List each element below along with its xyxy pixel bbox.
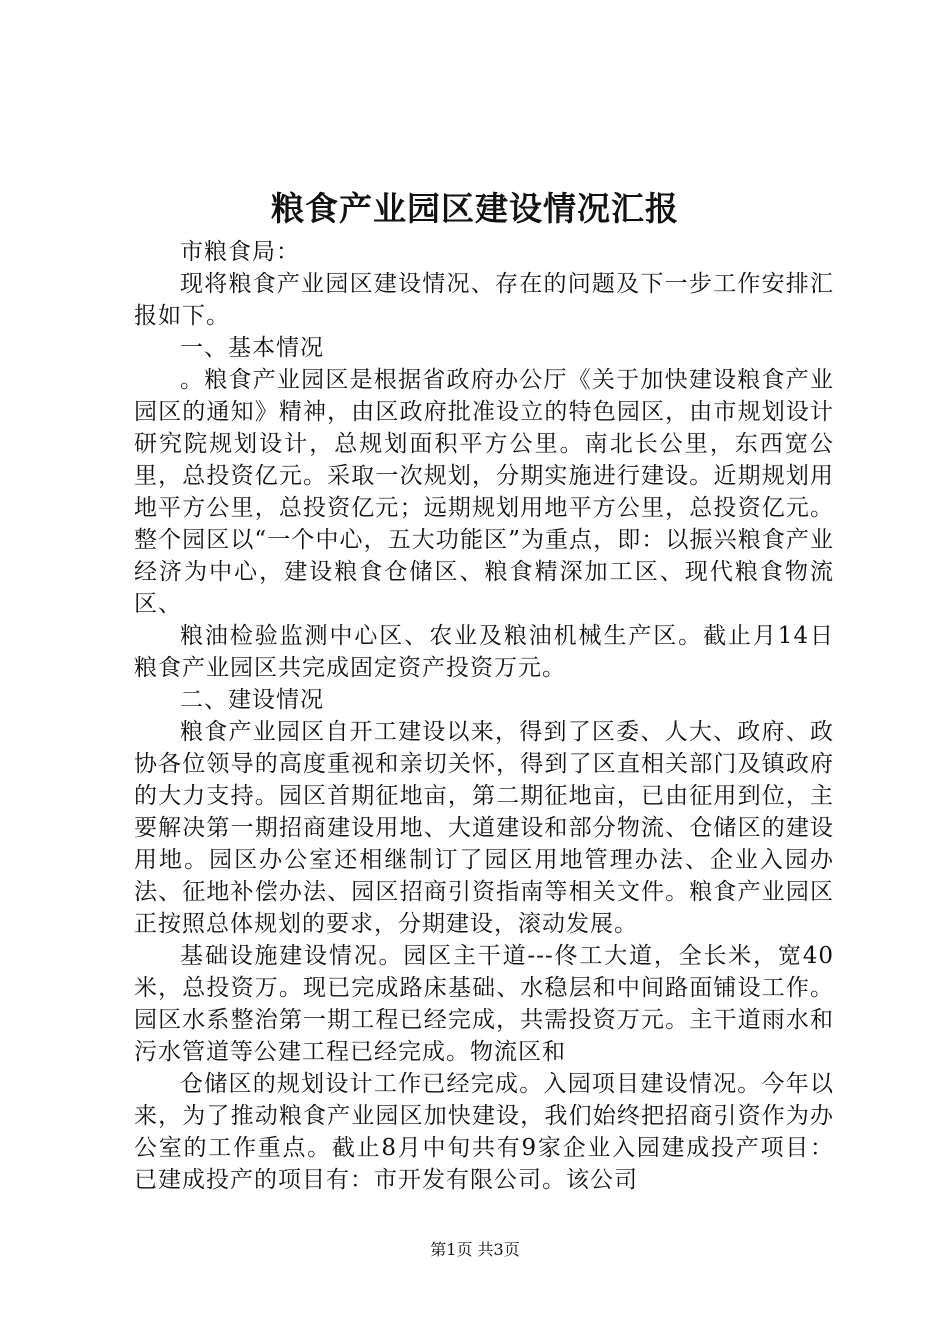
section-heading-construction: 二、建设情况 [180, 687, 324, 713]
document-title: 粮食产业园区建设情况汇报 [271, 189, 679, 228]
paragraph-addressee: 市粮食局： [180, 239, 300, 265]
paragraph-basic-info: 。粮食产业园区是根据省政府办公厅《关于加快建设粮食产业园区的通知》精神，由区政府批准设立的特色园区，由市规划设计研究院规划设计，总规划面积平方公里。南北长公里，东西宽公里，总投资亿元。采取一次规划，分期实施进行建设。近期规划用地平方公里，总投资亿元；远期规划用地平方公里，总投资亿元。整个园区以“一个中心，五大功能区”为重点，即：以振兴粮食产业经济为中心，建设粮食仓储区、粮食精深加工区、现代粮食物流区、 [134, 367, 834, 617]
paragraph-infrastructure: 基础设施建设情况。园区主干道---佟工大道，全长米，宽40米，总投资万。现已完成路床基础、水稳层和中间路面铺设工作。园区水系整治第一期工程已经完成，共需投资万元。主干道雨水和污水管道等公建工程已经完成。物流区和 [134, 943, 834, 1065]
section-heading-basic: 一、基本情况 [180, 335, 324, 361]
document-body [134, 236, 834, 1196]
paragraph-construction: 粮食产业园区自开工建设以来，得到了区委、人大、政府、政协各位领导的高度重视和亲切关怀，得到了区直相关部门及镇政府的大力支持。园区首期征地亩，第二期征地亩，已由征用到位，主要解决第一期招商建设用地、大道建设和部分物流、仓储区的建设用地。园区办公室还相继制订了园区用地管理办法、企业入园办法、征地补偿办法、园区招商引资指南等相关文件。粮食产业园区正按照总体规划的要求，分期建设，滚动发展。 [134, 719, 834, 937]
paragraph-intro: 现将粮食产业园区建设情况、存在的问题及下一步工作安排汇报如下。 [134, 271, 834, 329]
paragraph-projects: 仓储区的规划设计工作已经完成。入园项目建设情况。今年以来，为了推动粮食产业园区加快建设，我们始终把招商引资作为办公室的工作重点。截止8月中旬共有9家企业入园建成投产项目：已建成投产的项目有：市开发有限公司。该公司 [134, 1071, 834, 1193]
paragraph-basic-info-cont: 粮油检验监测中心区、农业及粮油机械生产区。截止月14日粮食产业园区共完成固定资产投资万元。 [134, 623, 834, 681]
page-footer: 第1页 共3页 [430, 1240, 520, 1259]
